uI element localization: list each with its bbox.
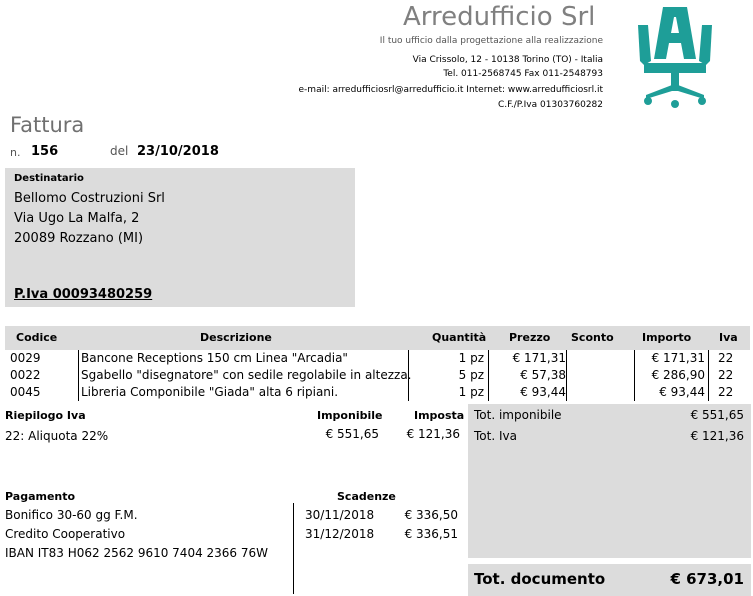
col-vat-header: Iva <box>719 331 738 344</box>
recipient-box <box>5 168 355 307</box>
company-contacts: e-mail: arredufficiosrl@arredufficio.it Internet: www.arredufficiosrl.it <box>298 85 603 95</box>
due-amount: € 336,50 <box>404 508 458 522</box>
vat-tax-value: € 121,36 <box>406 427 460 441</box>
items-table-header <box>5 326 750 350</box>
company-tagline: Il tuo ufficio dalla progettazione alla realizzazione <box>379 36 603 46</box>
total-document-value: € 673,01 <box>670 570 744 588</box>
table-row <box>5 385 750 401</box>
total-taxable-value: € 551,65 <box>690 408 744 422</box>
row-price: € 93,44 <box>520 385 566 399</box>
invoice-title: Fattura <box>10 113 85 137</box>
company-name: Arredufficio Srl <box>403 2 596 32</box>
vat-taxable-header: Imponibile <box>317 409 383 422</box>
table-row <box>5 351 750 367</box>
row-description: Sgabello "disegnatore" con sedile regolabile in altezza. <box>81 368 412 382</box>
payment-divider <box>293 503 294 594</box>
invoice-date-label: del <box>110 144 129 158</box>
total-vat-label: Tot. Iva <box>474 429 517 443</box>
company-address: Via Crissolo, 12 - 10138 Torino (TO) - Italia <box>412 55 603 65</box>
row-vat: 22 <box>718 351 734 365</box>
due-amount: € 336,51 <box>404 527 458 541</box>
payment-bank: Credito Cooperativo <box>5 527 126 541</box>
row-amount: € 286,90 <box>651 368 705 382</box>
row-price: € 57,38 <box>520 368 566 382</box>
company-phone: Tel. 011-2568745 Fax 011-2548793 <box>443 69 603 79</box>
office-chair-icon <box>636 3 714 113</box>
col-amount-header: Importo <box>642 331 692 344</box>
col-discount-header: Sconto <box>571 331 614 344</box>
due-dates-label: Scadenze <box>337 490 396 503</box>
total-taxable-label: Tot. imponibile <box>474 408 562 422</box>
row-code: 0045 <box>10 385 41 399</box>
payment-iban: IBAN IT83 H062 2562 9610 7404 2366 76W <box>5 546 269 560</box>
recipient-city: 20089 Rozzano (MI) <box>14 231 144 246</box>
due-date: 30/11/2018 <box>305 508 375 522</box>
total-vat-value: € 121,36 <box>690 429 744 443</box>
recipient-vat: P.Iva 00093480259 <box>14 287 153 302</box>
recipient-label: Destinatario <box>14 173 84 184</box>
row-vat: 22 <box>718 368 734 382</box>
row-quantity: 1 pz <box>458 385 484 399</box>
vat-taxable-value: € 551,65 <box>325 427 379 441</box>
row-code: 0022 <box>10 368 41 382</box>
due-date: 31/12/2018 <box>305 527 375 541</box>
vat-tax-header: Imposta <box>414 409 465 422</box>
col-code-header: Codice <box>16 331 58 344</box>
col-quantity-header: Quantità <box>432 331 487 344</box>
vat-rate: 22: Aliquota 22% <box>5 429 109 443</box>
vat-summary-label: Riepilogo Iva <box>5 409 86 422</box>
table-row <box>5 368 750 384</box>
col-price-header: Prezzo <box>509 331 551 344</box>
invoice-number-label: n. <box>10 146 21 159</box>
payment-label: Pagamento <box>5 490 76 503</box>
totals-box <box>468 404 751 558</box>
row-amount: € 93,44 <box>659 385 705 399</box>
invoice-number: 156 <box>31 144 59 159</box>
recipient-street: Via Ugo La Malfa, 2 <box>14 211 140 226</box>
row-description: Libreria Componibile "Giada" alta 6 ripiani. <box>81 385 339 399</box>
company-tax-id: C.F./P.Iva 01303760282 <box>498 100 603 110</box>
row-quantity: 1 pz <box>458 351 484 365</box>
col-description-header: Descrizione <box>200 331 272 344</box>
recipient-name: Bellomo Costruzioni Srl <box>14 191 165 206</box>
invoice-date: 23/10/2018 <box>137 144 219 159</box>
total-document-label: Tot. documento <box>474 570 606 588</box>
office-chair-letter-a-logo <box>636 3 714 113</box>
row-description: Bancone Receptions 150 cm Linea "Arcadia" <box>81 351 348 365</box>
payment-method: Bonifico 30-60 gg F.M. <box>5 508 138 522</box>
row-price: € 171,31 <box>512 351 566 365</box>
row-amount: € 171,31 <box>651 351 705 365</box>
row-quantity: 5 pz <box>458 368 484 382</box>
row-code: 0029 <box>10 351 41 365</box>
row-vat: 22 <box>718 385 734 399</box>
